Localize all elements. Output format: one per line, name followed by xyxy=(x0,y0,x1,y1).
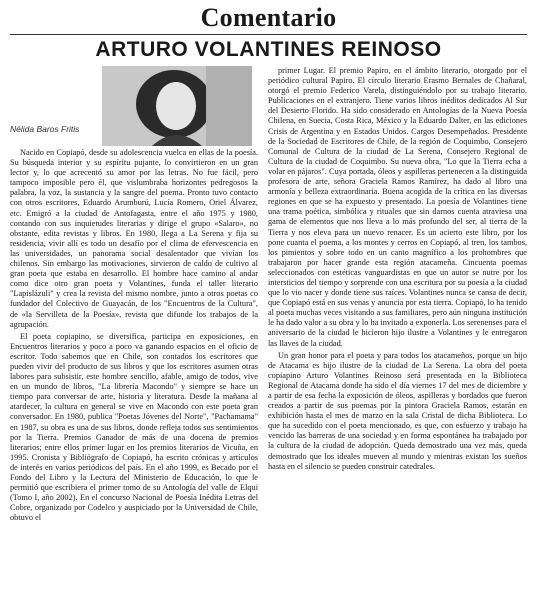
left-paragraph-1: Nacido en Copiapó, desde su adolescencia vuelca en ellas de la poesía. Su búsqueda interior y su espíritu pujante, lo convirtieron en un gran lector y, lo que acrecentó su amor por las letras. No fue fácil, pero tampoco imposible pero él, que vislumbraba horizontes pedregosos la palabra, la voz, la sustancia y la sangre del poema. Pronto tuvo contacto con otros escritores, Eduardo Arumburú, Lucía Romero, Oriel Álvarez, etc. Emigró a la ciudad de Antofagasta, entre el año 1975 y 1980, contando con sus inquietudes literarias y dirige el grupo «Salaro», no obstante, edita revistas y libros. En 1980, llega a La Serena y fija su residencia, vivir allí es todo un desafío por el clima de efervescencia en las universidades, un panorama social desalentador que vivían los chilenos. Sin embargo las motivaciones, sirvieron de caldo de cultivo al gran poeta que estaba en desarrollo. El hombre hace camino al andar como dice otro gran poeta y Volantines, funda el taller literario "Lapislázuli" y crea la revista del mismo nombre, junto a otros poetas co fundador del Colectivo de Guayacán, de los "Encuentros de la Cultura", de «la Servilleta de la Poesía», revista que difunde los trabajos de la agrupación. xyxy=(10,148,258,329)
section-title: Comentario xyxy=(200,3,337,32)
author-byline: Nélida Baros Fritis xyxy=(10,124,80,134)
right-column xyxy=(268,66,527,525)
left-paragraph-2: El poeta copiapino, se diversifica, participa en exposiciones, en Encuentros literarios y poco a poco va ganando espacios en el oficio de escritor. Todo sabemos que en Chile, son contados los escritores que pueden vivir del producto de sus libros y que los escritores asumen otras labores para subsistir, este hombre sencillo, afable, amigo de todos, vive en un mundo de libros, "La librería Macondo" y siempre se hace un tiempo para conversar de arte, historia y literatura. Desde la mañana al atardecer, la cultura en general se vive en Macondo con este poeta gran conversador. En 1980, publica "Poetas Jóvenes del Norte", "Pachamama" en 1987, su obra es una de sus libros, donde refleja todos sus sentimientos por la Tierra. Premios Ganador de más de una docena de premios literarios; entre ellos primer lugar en los premios literarios de Vicuña, en 1995. Cronista y Bibliógrafo de Copiapó, ha escrito crónicas y artículos de interés en varios periódicos del país. En el año 1999, es Becado por el Fondo del Libro y la Lectura del Ministerio de Educación, lo que le permitió que escribiera el primer tomo de su Antología del valle de Elqui (Tomo I, año 2002). En el concurso Nacional de Poesía Inédita Letras del Cobre, organizado por Codelco y auspiciado por la Universidad de Chile, obtuvo el xyxy=(10,331,258,523)
article-headline: ARTURO VOLANTINES REINOSO xyxy=(95,38,442,61)
article-columns xyxy=(10,66,527,525)
author-portrait xyxy=(102,66,252,146)
left-column xyxy=(10,66,258,525)
right-paragraph-2: Un gran honor para el poeta y para todos los atacameños, porque un hijo de Atacama es hijo ilustre de la ciudad de La Serena. La obra del poeta copiapino Arturo Volantines Reinoso será presentada en la Biblioteca Regional de Atacama donde ha sido el día viernes 17 del mes de diciembre y a partir de esa fecha la exposición de óleos, aspilleras y bordados que fueron creados a partir de sus poemas por la pintora Graciela Ramos, estarán en exhibición hasta el mes de marzo en la sala Cristal de dicha Biblioteca. Lo que ha sucedido con el poeta mencionado, es que, con esfuerzo y trabajo ha vencido las barreras de una sociedad y en forma espontánea ha trabajado por la cultura de la ciudad de adopción. Queda demostrado una vez más, queda demostrado que los ideales mueven al mundo y mientras existan los sueños hasta en el silencio se pueden construir catedrales. xyxy=(268,350,527,471)
title-rule xyxy=(10,34,527,35)
photo-block xyxy=(10,66,258,146)
right-paragraph-1: primer Lugar. El premio Papiro, en el ámbito literario, otorgado por el periódico cultural Papiro. El círculo literario Erasmo Bernales de Chañaral, otorgó el premio Federico Varela, distinguiéndolo por su trabajo literario. Publicaciones en el extranjero. Tiene varios libros inéditos dedicados Al Sur del Desierto Florido. Ha sido considerado en Antologías de la Nueva Poesía Chilena, en Suecia, Costa Rica, México y la Eduardo Dalter, en las ediciones Crisis de Argentina y en Estados Unidos. Cargos Desempeñados. Presidente de la Sociedad de Escritores de Chile, de la región de Coquimbo, Consejero Comunal de Cultura de la ciudad de La Serena, Consejero Regional de Cultura de la ciudad de Coquimbo. Su nueva obra, "Lo que la Tierra echa a volar en pájaros". Cuya portada, óleos y aspilleras pertenecen a la distinguida profesora de arte, señora Graciela Ramos Ramírez, ha dado al libro una armonía y belleza extraordinaria. Buena acogida de la crítica en las diversas regiones en que se ha expuesto y presentado. La poesía de Volantines tiene una trama poética, simbólica y rituales que sin darnos cuenta atraviesa una gama de elementos que nos lleva a lo más profundo del ser, al tierra de la Tierra y nos eleva para un nuevo renacer. Es un acierto este libro, por los pone cuanta el poema, a los montes y cerros en Copiapó, al tren, los tambos, los pimientos y sobre todo en un canto magnífico a los prohombres que trabajaron por hacer grande esta región atacameña. Cincuenta poemas seleccionados con estéticas vanguardistas en que un autor se nutre por los intersticios del tiempo y sorprende con una escritura por su poesía a la ciudad que lo vio nacer y donde tiene sus raíces. Volantines nunca se cansa de decir, que Copiapó está en sus venas y anuncia por esta tierra. Copiapó, lo ha tenido al poeta muchas veces visitando a sus familiares, pero aún ninguna institución le ha dado valor a su obra y lo ha invitado a exponerla. Los serenenses para el aniversario de la ciudad le hicieron hijo ilustre a Volantines y le entregaron las llaves de la ciudad. xyxy=(268,66,527,348)
